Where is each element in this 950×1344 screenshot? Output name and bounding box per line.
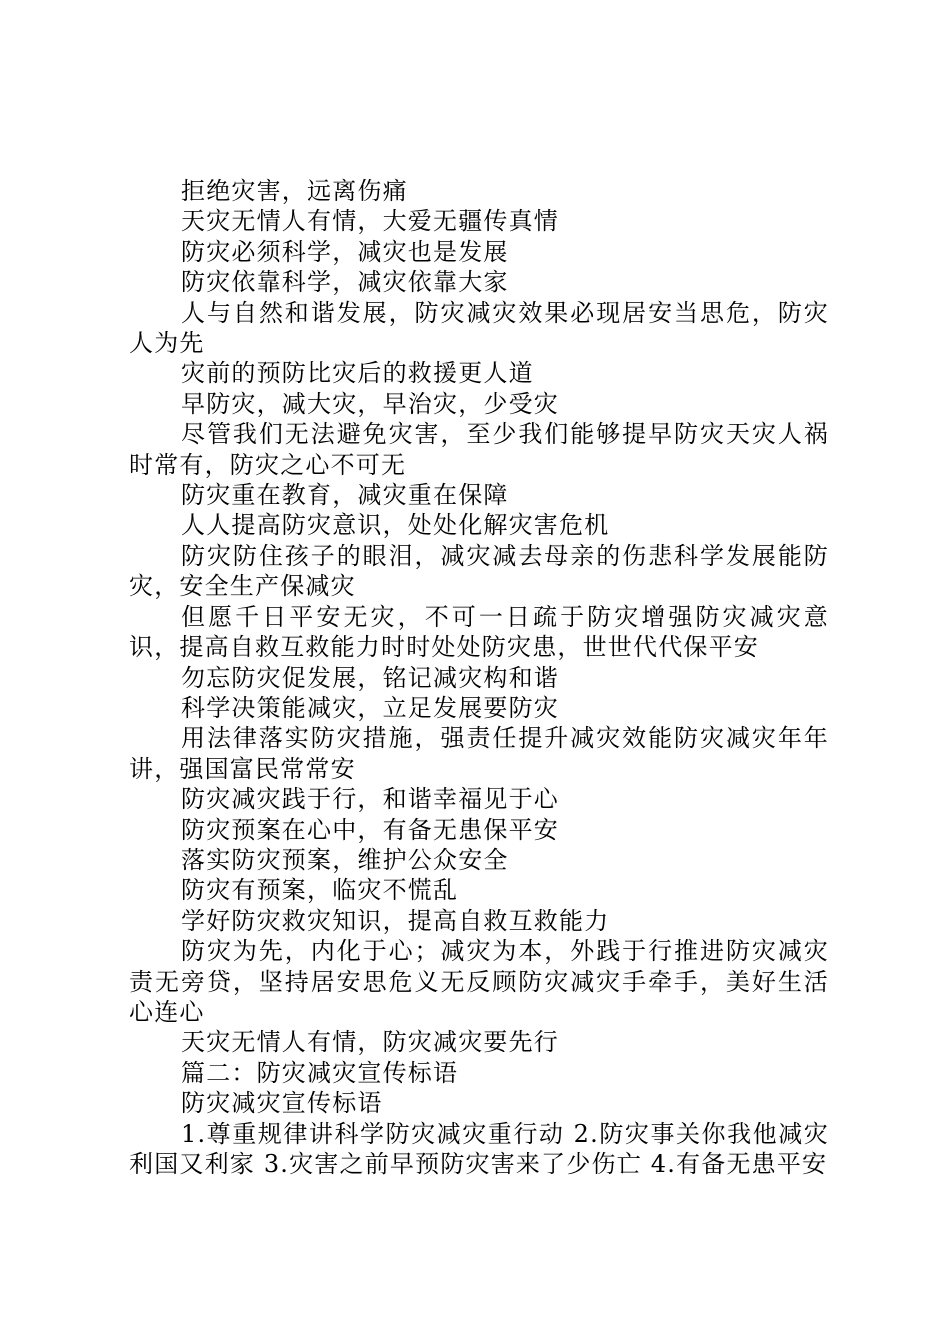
paragraph: 但愿千日平安无灾，不可一日疏于防灾增强防灾减灾意识，提高自救互救能力时时处处防灾患，世世代代保平安 [129, 602, 829, 662]
paragraph: 防灾减灾践于行，和谐幸福见于心 [181, 785, 559, 814]
paragraph: 防灾为先，内化于心；减灾为本，外践于行推进防灾减灾责无旁贷，坚持居安思危义无反顾防灾减灾手牵手，美好生活心连心 [129, 937, 829, 1026]
document-body [129, 176, 829, 1179]
paragraph: 防灾重在教育，减灾重在保障 [181, 481, 509, 510]
paragraph: 科学决策能减灾，立足发展要防灾 [181, 693, 559, 722]
paragraph: 防灾防住孩子的眼泪，减灾减去母亲的伤悲科学发展能防灾，安全生产保减灾 [129, 541, 829, 601]
paragraph: 人与自然和谐发展，防灾减灾效果必现居安当思危，防灾人为先 [129, 298, 829, 358]
paragraph: 灾前的预防比灾后的救援更人道 [181, 359, 534, 388]
paragraph: 尽管我们无法避免灾害，至少我们能够提早防灾天灾人祸时常有，防灾之心不可无 [129, 420, 829, 479]
paragraph: 拒绝灾害，远离伤痛 [181, 177, 408, 205]
paragraph: 用法律落实防灾措施，强责任提升减灾效能防灾减灾年年讲，强国富民常常安 [129, 724, 829, 783]
paragraph: 学好防灾救灾知识，提高自救互救能力 [181, 906, 610, 935]
paragraph: 天灾无情人有情，大爱无疆传真情 [181, 207, 559, 236]
paragraph: 防灾预案在心中，有备无患保平安 [181, 815, 559, 844]
paragraph: 落实防灾预案，维护公众安全 [181, 845, 509, 874]
paragraph: 人人提高防灾意识，处处化解灾害危机 [181, 511, 610, 540]
paragraph: 勿忘防灾促发展，铭记减灾构和谐 [181, 663, 559, 692]
paragraph: 防灾依靠科学，减灾依靠大家 [181, 268, 509, 297]
paragraph: 早防灾，减大灾，早治灾，少受灾 [181, 389, 559, 418]
paragraph: 天灾无情人有情，防灾减灾要先行 [181, 1028, 559, 1057]
section-subheading: 防灾减灾宣传标语 [181, 1089, 383, 1118]
paragraph: 防灾必须科学，减灾也是发展 [181, 237, 509, 266]
paragraph: 防灾有预案，临灾不慌乱 [181, 876, 459, 905]
section-heading: 篇二：防灾减灾宣传标语 [181, 1058, 459, 1087]
paragraph: 1.尊重规律讲科学防灾减灾重行动 2.防灾事关你我他减灾利国又利家 3.灾害之前早预防灾害来了少伤亡 4.有备无患平安 [129, 1119, 829, 1178]
